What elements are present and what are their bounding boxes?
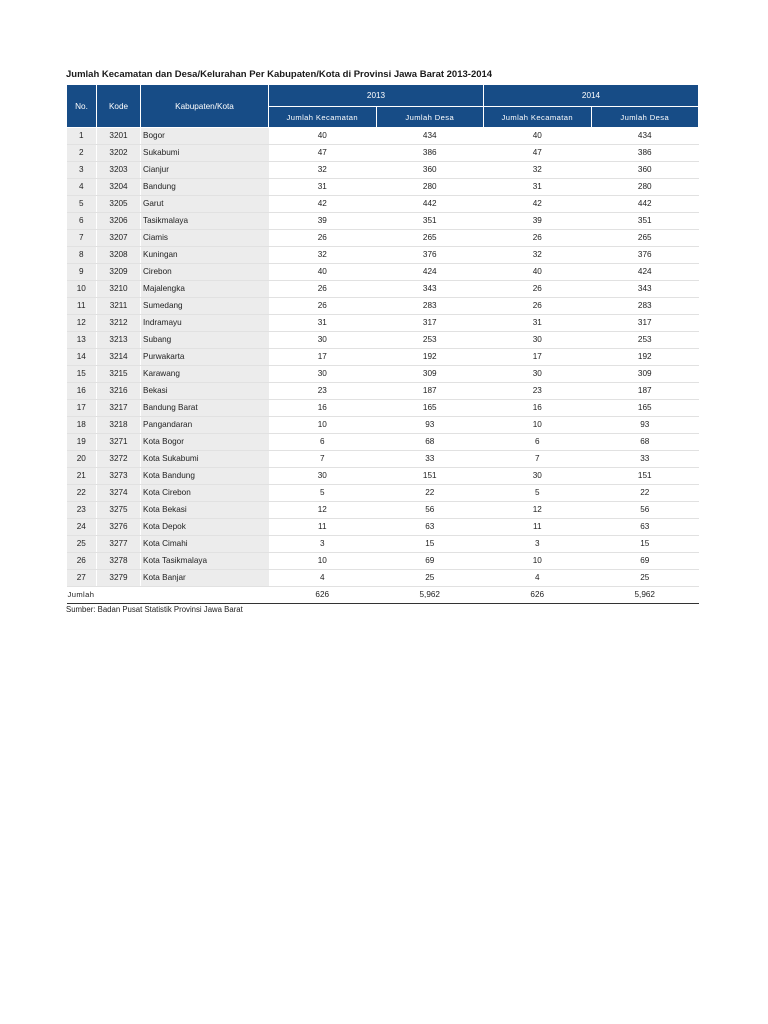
row-desa-2013: 22	[376, 485, 484, 502]
row-kecamatan-2013: 17	[269, 349, 377, 366]
row-no: 20	[67, 451, 97, 468]
row-no: 26	[67, 553, 97, 570]
row-desa-2013: 442	[376, 196, 484, 213]
table-row	[67, 502, 699, 519]
row-kabupaten-kota: Garut	[141, 196, 269, 213]
row-desa-2013: 192	[376, 349, 484, 366]
row-no: 11	[67, 298, 97, 315]
row-no: 19	[67, 434, 97, 451]
row-desa-2014: 63	[591, 519, 699, 536]
row-kode: 3272	[97, 451, 141, 468]
row-desa-2014: 351	[591, 213, 699, 230]
row-no: 25	[67, 536, 97, 553]
table-row	[67, 485, 699, 502]
row-no: 10	[67, 281, 97, 298]
row-kecamatan-2013: 39	[269, 213, 377, 230]
row-no: 5	[67, 196, 97, 213]
row-kabupaten-kota: Bogor	[141, 128, 269, 145]
row-desa-2013: 434	[376, 128, 484, 145]
row-kecamatan-2013: 30	[269, 332, 377, 349]
row-kabupaten-kota: Kota Depok	[141, 519, 269, 536]
row-no: 12	[67, 315, 97, 332]
row-desa-2014: 280	[591, 179, 699, 196]
header-kecamatan-2013: Jumlah Kecamatan	[269, 107, 377, 128]
document-page	[66, 68, 698, 614]
row-kabupaten-kota: Indramayu	[141, 315, 269, 332]
row-kecamatan-2013: 40	[269, 264, 377, 281]
row-kabupaten-kota: Kota Banjar	[141, 570, 269, 587]
row-kabupaten-kota: Cirebon	[141, 264, 269, 281]
table-row	[67, 213, 699, 230]
row-kecamatan-2013: 26	[269, 298, 377, 315]
row-kabupaten-kota: Bekasi	[141, 383, 269, 400]
row-desa-2013: 309	[376, 366, 484, 383]
row-no: 8	[67, 247, 97, 264]
row-no: 18	[67, 417, 97, 434]
table-row	[67, 298, 699, 315]
row-desa-2014: 386	[591, 145, 699, 162]
table-row	[67, 417, 699, 434]
header-year-2014: 2014	[484, 85, 699, 107]
row-desa-2014: 69	[591, 553, 699, 570]
row-kecamatan-2014: 30	[484, 468, 592, 485]
row-desa-2014: 253	[591, 332, 699, 349]
row-kode: 3274	[97, 485, 141, 502]
row-kecamatan-2014: 32	[484, 162, 592, 179]
row-kode: 3279	[97, 570, 141, 587]
row-desa-2013: 33	[376, 451, 484, 468]
table-title: Jumlah Kecamatan dan Desa/Kelurahan Per Kabupaten/Kota di Provinsi Jawa Barat 2013-2014	[66, 69, 493, 80]
row-kabupaten-kota: Pangandaran	[141, 417, 269, 434]
row-kecamatan-2013: 26	[269, 230, 377, 247]
row-no: 13	[67, 332, 97, 349]
table-row	[67, 281, 699, 298]
row-kabupaten-kota: Kuningan	[141, 247, 269, 264]
row-desa-2014: 93	[591, 417, 699, 434]
table-row	[67, 468, 699, 485]
row-desa-2013: 351	[376, 213, 484, 230]
table-row	[67, 349, 699, 366]
row-desa-2014: 434	[591, 128, 699, 145]
row-desa-2014: 25	[591, 570, 699, 587]
row-kode: 3208	[97, 247, 141, 264]
row-kode: 3216	[97, 383, 141, 400]
table-row	[67, 400, 699, 417]
total-kecamatan-2013: 626	[269, 587, 377, 604]
row-no: 9	[67, 264, 97, 281]
row-kecamatan-2014: 30	[484, 332, 592, 349]
table-body	[67, 128, 699, 587]
table-row	[67, 519, 699, 536]
row-kode: 3271	[97, 434, 141, 451]
row-no: 14	[67, 349, 97, 366]
table-header	[67, 85, 699, 128]
row-kabupaten-kota: Kota Cimahi	[141, 536, 269, 553]
table-row	[67, 536, 699, 553]
row-kecamatan-2014: 40	[484, 264, 592, 281]
row-kecamatan-2014: 5	[484, 485, 592, 502]
row-desa-2013: 151	[376, 468, 484, 485]
row-kecamatan-2014: 42	[484, 196, 592, 213]
row-desa-2013: 63	[376, 519, 484, 536]
row-desa-2014: 15	[591, 536, 699, 553]
row-desa-2013: 280	[376, 179, 484, 196]
total-desa-2014: 5,962	[591, 587, 699, 604]
table-row	[67, 196, 699, 213]
row-kecamatan-2013: 6	[269, 434, 377, 451]
table-row	[67, 332, 699, 349]
header-year-2013: 2013	[269, 85, 484, 107]
row-kabupaten-kota: Sumedang	[141, 298, 269, 315]
row-desa-2013: 56	[376, 502, 484, 519]
row-kecamatan-2013: 10	[269, 553, 377, 570]
row-kecamatan-2013: 30	[269, 366, 377, 383]
row-desa-2014: 442	[591, 196, 699, 213]
row-kode: 3273	[97, 468, 141, 485]
total-label: Jumlah	[67, 587, 269, 604]
row-kecamatan-2014: 26	[484, 281, 592, 298]
row-desa-2013: 386	[376, 145, 484, 162]
row-kecamatan-2014: 4	[484, 570, 592, 587]
row-desa-2014: 151	[591, 468, 699, 485]
row-desa-2013: 265	[376, 230, 484, 247]
row-kode: 3278	[97, 553, 141, 570]
row-desa-2013: 69	[376, 553, 484, 570]
row-no: 17	[67, 400, 97, 417]
row-kode: 3210	[97, 281, 141, 298]
table-row	[67, 434, 699, 451]
table-row	[67, 451, 699, 468]
row-kecamatan-2013: 31	[269, 179, 377, 196]
row-desa-2013: 15	[376, 536, 484, 553]
total-row	[67, 587, 699, 604]
row-kecamatan-2014: 23	[484, 383, 592, 400]
row-kecamatan-2014: 17	[484, 349, 592, 366]
row-desa-2014: 376	[591, 247, 699, 264]
table-row	[67, 145, 699, 162]
row-desa-2013: 165	[376, 400, 484, 417]
row-kecamatan-2013: 11	[269, 519, 377, 536]
row-kecamatan-2014: 26	[484, 230, 592, 247]
row-desa-2014: 33	[591, 451, 699, 468]
row-desa-2014: 283	[591, 298, 699, 315]
table-row	[67, 247, 699, 264]
row-kecamatan-2014: 16	[484, 400, 592, 417]
row-kode: 3211	[97, 298, 141, 315]
row-kabupaten-kota: Subang	[141, 332, 269, 349]
row-kode: 3209	[97, 264, 141, 281]
table-row	[67, 162, 699, 179]
row-no: 24	[67, 519, 97, 536]
row-kode: 3276	[97, 519, 141, 536]
row-kabupaten-kota: Kota Cirebon	[141, 485, 269, 502]
row-kabupaten-kota: Ciamis	[141, 230, 269, 247]
row-no: 7	[67, 230, 97, 247]
row-kecamatan-2013: 7	[269, 451, 377, 468]
row-desa-2013: 360	[376, 162, 484, 179]
table-row	[67, 230, 699, 247]
table-row	[67, 315, 699, 332]
row-kode: 3213	[97, 332, 141, 349]
row-kode: 3218	[97, 417, 141, 434]
header-desa-2014: Jumlah Desa	[591, 107, 699, 128]
table-row	[67, 128, 699, 145]
row-desa-2013: 93	[376, 417, 484, 434]
row-desa-2014: 68	[591, 434, 699, 451]
row-kode: 3202	[97, 145, 141, 162]
row-kecamatan-2013: 12	[269, 502, 377, 519]
table-row	[67, 553, 699, 570]
row-kecamatan-2014: 32	[484, 247, 592, 264]
row-no: 3	[67, 162, 97, 179]
row-kecamatan-2013: 4	[269, 570, 377, 587]
row-kabupaten-kota: Sukabumi	[141, 145, 269, 162]
row-desa-2014: 343	[591, 281, 699, 298]
table-row	[67, 570, 699, 587]
row-kode: 3204	[97, 179, 141, 196]
row-kode: 3277	[97, 536, 141, 553]
row-kecamatan-2013: 3	[269, 536, 377, 553]
table-footer	[67, 587, 699, 604]
row-kabupaten-kota: Kota Sukabumi	[141, 451, 269, 468]
row-kecamatan-2014: 6	[484, 434, 592, 451]
row-kabupaten-kota: Kota Bekasi	[141, 502, 269, 519]
row-kecamatan-2014: 47	[484, 145, 592, 162]
row-desa-2013: 317	[376, 315, 484, 332]
row-desa-2013: 376	[376, 247, 484, 264]
source-note: Sumber: Badan Pusat Statistik Provinsi Jawa Barat	[66, 605, 243, 614]
row-no: 15	[67, 366, 97, 383]
row-kecamatan-2013: 30	[269, 468, 377, 485]
row-kode: 3214	[97, 349, 141, 366]
row-kecamatan-2013: 32	[269, 162, 377, 179]
row-kecamatan-2013: 26	[269, 281, 377, 298]
table-row	[67, 383, 699, 400]
row-kecamatan-2014: 40	[484, 128, 592, 145]
row-no: 16	[67, 383, 97, 400]
row-kode: 3201	[97, 128, 141, 145]
row-kode: 3206	[97, 213, 141, 230]
data-table	[66, 84, 699, 604]
row-kabupaten-kota: Karawang	[141, 366, 269, 383]
row-kabupaten-kota: Purwakarta	[141, 349, 269, 366]
row-kecamatan-2013: 23	[269, 383, 377, 400]
row-kabupaten-kota: Kota Tasikmalaya	[141, 553, 269, 570]
row-desa-2014: 56	[591, 502, 699, 519]
row-kabupaten-kota: Kota Bogor	[141, 434, 269, 451]
row-no: 1	[67, 128, 97, 145]
row-kode: 3203	[97, 162, 141, 179]
row-kecamatan-2013: 47	[269, 145, 377, 162]
row-kecamatan-2013: 40	[269, 128, 377, 145]
row-kabupaten-kota: Cianjur	[141, 162, 269, 179]
row-no: 27	[67, 570, 97, 587]
row-no: 6	[67, 213, 97, 230]
row-kecamatan-2014: 39	[484, 213, 592, 230]
row-kecamatan-2014: 30	[484, 366, 592, 383]
row-kecamatan-2014: 11	[484, 519, 592, 536]
row-desa-2013: 25	[376, 570, 484, 587]
row-desa-2014: 22	[591, 485, 699, 502]
row-kode: 3275	[97, 502, 141, 519]
table-row	[67, 366, 699, 383]
row-kode: 3207	[97, 230, 141, 247]
row-desa-2013: 68	[376, 434, 484, 451]
header-kecamatan-2014: Jumlah Kecamatan	[484, 107, 592, 128]
row-desa-2014: 192	[591, 349, 699, 366]
row-kecamatan-2014: 3	[484, 536, 592, 553]
row-kecamatan-2014: 12	[484, 502, 592, 519]
row-kabupaten-kota: Kota Bandung	[141, 468, 269, 485]
row-kecamatan-2013: 42	[269, 196, 377, 213]
row-kecamatan-2013: 10	[269, 417, 377, 434]
row-kabupaten-kota: Tasikmalaya	[141, 213, 269, 230]
row-desa-2014: 165	[591, 400, 699, 417]
row-desa-2014: 309	[591, 366, 699, 383]
row-no: 4	[67, 179, 97, 196]
header-kode: Kode	[97, 85, 141, 128]
row-kabupaten-kota: Bandung	[141, 179, 269, 196]
total-kecamatan-2014: 626	[484, 587, 592, 604]
row-kode: 3215	[97, 366, 141, 383]
row-desa-2013: 283	[376, 298, 484, 315]
row-kode: 3217	[97, 400, 141, 417]
header-no: No.	[67, 85, 97, 128]
row-desa-2013: 343	[376, 281, 484, 298]
table-row	[67, 179, 699, 196]
header-kabupaten-kota: Kabupaten/Kota	[141, 85, 269, 128]
row-kecamatan-2013: 31	[269, 315, 377, 332]
header-desa-2013: Jumlah Desa	[376, 107, 484, 128]
row-desa-2014: 265	[591, 230, 699, 247]
row-desa-2014: 317	[591, 315, 699, 332]
row-kabupaten-kota: Majalengka	[141, 281, 269, 298]
row-kecamatan-2014: 7	[484, 451, 592, 468]
table-row	[67, 264, 699, 281]
row-no: 22	[67, 485, 97, 502]
row-desa-2014: 187	[591, 383, 699, 400]
row-kode: 3205	[97, 196, 141, 213]
row-kecamatan-2013: 5	[269, 485, 377, 502]
row-kecamatan-2014: 10	[484, 553, 592, 570]
row-no: 21	[67, 468, 97, 485]
row-kecamatan-2014: 31	[484, 179, 592, 196]
row-desa-2013: 424	[376, 264, 484, 281]
row-kecamatan-2014: 31	[484, 315, 592, 332]
row-kode: 3212	[97, 315, 141, 332]
row-kecamatan-2014: 10	[484, 417, 592, 434]
row-no: 2	[67, 145, 97, 162]
row-kabupaten-kota: Bandung Barat	[141, 400, 269, 417]
row-desa-2013: 187	[376, 383, 484, 400]
row-desa-2014: 360	[591, 162, 699, 179]
row-desa-2014: 424	[591, 264, 699, 281]
row-kecamatan-2013: 32	[269, 247, 377, 264]
row-kecamatan-2013: 16	[269, 400, 377, 417]
total-desa-2013: 5,962	[376, 587, 484, 604]
row-desa-2013: 253	[376, 332, 484, 349]
row-no: 23	[67, 502, 97, 519]
row-kecamatan-2014: 26	[484, 298, 592, 315]
